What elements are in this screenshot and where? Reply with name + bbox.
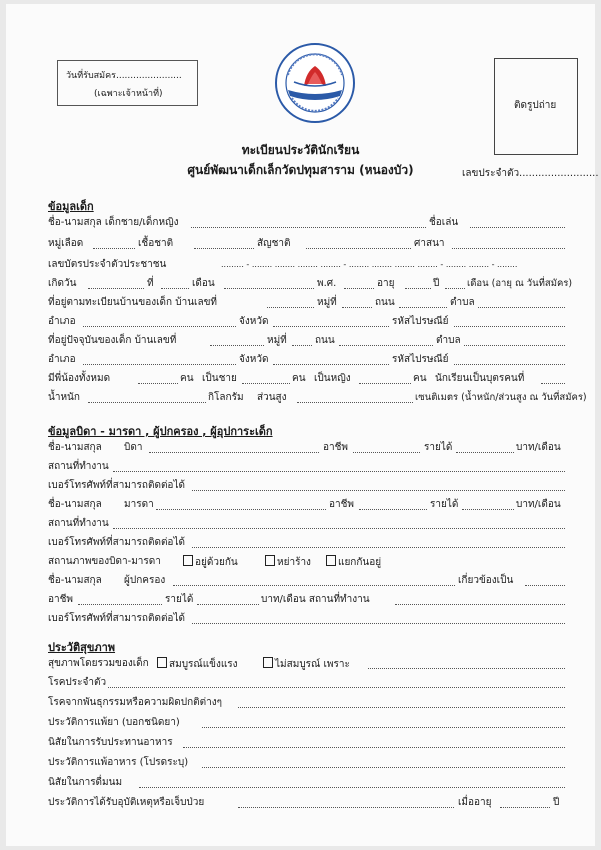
age-year-unit: ปี — [433, 278, 440, 289]
tambon-field[interactable] — [478, 307, 565, 308]
weight-field[interactable] — [88, 402, 206, 403]
together-checkbox[interactable] — [183, 555, 193, 566]
born-day-label: เกิดวัน — [48, 278, 77, 289]
eating-habit-field[interactable] — [183, 747, 565, 748]
drug-allergy-field[interactable] — [202, 727, 565, 728]
mother-phone-field[interactable] — [192, 547, 565, 548]
idcard-field[interactable]: ......... - ........ ........ ........ ........ - ........ ........ ........ ........ - ........ ........ - ........ — [221, 260, 518, 269]
nickname-field[interactable] — [470, 227, 565, 228]
cur-tambon-label: ตำบล — [436, 335, 461, 346]
amphoe-label: อำเภอ — [48, 316, 76, 327]
guardian-phone-field[interactable] — [192, 623, 565, 624]
cur-tambon-field[interactable] — [464, 345, 565, 346]
center-logo-seal — [274, 42, 356, 124]
mother-label: มารดา — [124, 499, 154, 510]
cur-postcode-label: รหัสไปรษณีย์ — [392, 354, 449, 365]
father-workplace-field[interactable] — [113, 471, 565, 472]
separated-label: แยกกันอยู่ — [338, 557, 382, 568]
child-name-label: ชื่อ-นามสกุล เด็กชาย/เด็กหญิง — [48, 217, 179, 228]
female-unit: คน — [413, 373, 427, 384]
province-label: จังหวัด — [239, 316, 269, 327]
road-label: ถนน — [375, 297, 395, 308]
cur-road-label: ถนน — [315, 335, 335, 346]
mother-name-label: ชื่อ-นามสกุล — [48, 499, 102, 510]
postcode-label: รหัสไปรษณีย์ — [392, 316, 449, 327]
current-address-label: ที่อยู่ปัจจุบันของเด็ก บ้านเลขที่ — [48, 335, 177, 346]
cur-postcode-field[interactable] — [454, 364, 565, 365]
father-name-label: ชื่อ-นามสกุล — [48, 442, 102, 453]
staff-only-note: (เฉพาะเจ้าหน้าที่) — [94, 89, 163, 99]
healthy-label: สมบูรณ์แข็งแรง — [169, 659, 238, 670]
divorced-checkbox[interactable] — [265, 555, 275, 566]
weight-label: น้ำหนัก — [48, 392, 80, 403]
year-field[interactable] — [344, 288, 374, 289]
accident-label: ประวัติการได้รับอุบัติเหตุหรือเจ็บป่วย — [48, 797, 205, 808]
disease-field[interactable] — [108, 687, 565, 688]
marital-status-label: สถานภาพของบิดา-มารดา — [48, 556, 161, 567]
religion-label: ศาสนา — [414, 238, 445, 249]
divorced-label: หย่าร้าง — [277, 557, 311, 568]
unhealthy-reason-field[interactable] — [368, 668, 565, 669]
guardian-baht-workplace-label: บาท/เดือน สถานที่ทำงาน — [261, 594, 370, 605]
mother-job-field[interactable] — [359, 509, 427, 510]
race-field[interactable] — [194, 248, 254, 249]
registered-address-label: ที่อยู่ตามทะเบียนบ้านของเด็ก บ้านเลขที่ — [48, 297, 218, 308]
religion-field[interactable] — [452, 248, 565, 249]
siblings-label: มีพี่น้องทั้งหมด — [48, 373, 111, 384]
month-label: เดือน — [192, 278, 215, 289]
height-field[interactable] — [297, 402, 413, 403]
kg-unit: กิโลกรัม — [208, 392, 244, 403]
mother-baht-unit: บาท/เดือน — [516, 499, 561, 510]
together-label: อยู่ด้วยกัน — [195, 557, 238, 568]
cur-house-no-field[interactable] — [210, 345, 264, 346]
date-field[interactable] — [161, 288, 189, 289]
unhealthy-checkbox[interactable] — [263, 657, 273, 668]
unhealthy-label: ไม่สมบูรณ์ เพราะ — [275, 659, 350, 670]
accident-year-unit: ปี — [553, 797, 560, 808]
male-count-label: เป็นชาย — [202, 373, 237, 384]
guardian-job-field[interactable] — [78, 604, 162, 605]
age-label: อายุ — [377, 278, 395, 289]
house-no-field[interactable] — [267, 307, 314, 308]
father-job-field[interactable] — [353, 452, 420, 453]
registration-form-page — [6, 4, 599, 846]
tambon-label: ตำบล — [450, 297, 475, 308]
siblings-unit: คน — [180, 373, 194, 384]
status-separated-option[interactable] — [326, 555, 381, 569]
father-baht-unit: บาท/เดือน — [516, 442, 561, 453]
child-section-heading: ข้อมูลเด็ก — [48, 200, 94, 213]
amphoe-field[interactable] — [83, 326, 236, 327]
guardian-workplace-field[interactable] — [395, 604, 565, 605]
guardian-label: ผู้ปกครอง — [124, 575, 166, 586]
mother-phone-label: เบอร์โทรศัพท์ที่สามารถติดต่อได้ — [48, 537, 185, 548]
student-id-label: เลขประจำตัว......................... — [462, 168, 599, 179]
cur-amphoe-label: อำเภอ — [48, 354, 76, 365]
age-month-unit: เดือน (อายุ ณ วันที่สมัคร) — [467, 278, 573, 289]
born-day-field[interactable] — [88, 288, 144, 289]
drug-allergy-label: ประวัติการแพ้ยา (บอกชนิดยา) — [48, 717, 180, 728]
mother-job-label: อาชีพ — [329, 499, 354, 510]
father-label: บิดา — [124, 442, 143, 453]
father-workplace-label: สถานที่ทำงาน — [48, 461, 109, 472]
food-allergy-label: ประวัติการแพ้อาหาร (โปรดระบุ) — [48, 757, 189, 768]
father-income-label: รายได้ — [424, 442, 453, 453]
milk-habit-field[interactable] — [139, 787, 565, 788]
race-label: เชื้อชาติ — [138, 238, 174, 249]
moo-field[interactable] — [342, 307, 372, 308]
female-count-field[interactable] — [359, 383, 411, 384]
blood-label: หมู่เลือด — [48, 238, 84, 249]
blood-field[interactable] — [93, 248, 135, 249]
accident-field[interactable] — [238, 807, 454, 808]
moo-label: หมู่ที่ — [317, 297, 337, 308]
eating-habit-label: นิสัยในการรับประทานอาหาร — [48, 737, 173, 748]
male-unit: คน — [292, 373, 306, 384]
accident-age-field[interactable] — [500, 807, 550, 808]
food-allergy-field[interactable] — [202, 767, 565, 768]
father-income-field[interactable] — [456, 452, 514, 453]
cm-unit: เซนติเมตร (น้ำหนัก/ส่วนสูง ณ วันที่สมัคร) — [415, 392, 587, 403]
photo-label: ติดรูปถ่าย — [514, 100, 557, 111]
child-name-field[interactable] — [191, 227, 426, 228]
mother-workplace-field[interactable] — [113, 528, 565, 529]
form-subtitle: ศูนย์พัฒนาเด็กเล็กวัดปทุมสาราม (หนองบัว) — [187, 163, 414, 177]
cur-province-field[interactable] — [273, 364, 389, 365]
guardian-job-label: อาชีพ — [48, 594, 73, 605]
status-divorced-option[interactable] — [265, 555, 311, 569]
female-count-label: เป็นหญิง — [314, 373, 351, 384]
parent-section-heading: ข้อมูลบิดา - มารดา , ผู้ปกครอง , ผู้อุปการะเด็ก — [48, 425, 273, 438]
road-field[interactable] — [399, 307, 447, 308]
guardian-name-label: ชื่อ-นามสกุล — [48, 575, 102, 586]
birth-order-field[interactable] — [541, 383, 565, 384]
form-title: ทะเบียนประวัตินักเรียน — [241, 143, 360, 157]
postcode-field[interactable] — [454, 326, 565, 327]
status-together-option[interactable] — [183, 555, 238, 569]
month-field[interactable] — [224, 288, 314, 289]
overall-health-label: สุขภาพโดยรวมของเด็ก — [48, 658, 149, 669]
healthy-checkbox[interactable] — [157, 657, 167, 668]
genetic-label: โรคจากพันธุกรรมหรือความผิดปกติต่างๆ — [48, 697, 222, 708]
relation-field[interactable] — [525, 585, 565, 586]
year-label: พ.ศ. — [317, 278, 337, 289]
province-field[interactable] — [273, 326, 389, 327]
cur-moo-field[interactable] — [292, 345, 312, 346]
disease-label: โรคประจำตัว — [48, 677, 107, 688]
guardian-income-field[interactable] — [197, 604, 259, 605]
cur-province-label: จังหวัด — [239, 354, 269, 365]
relation-label: เกี่ยวข้องเป็น — [458, 575, 514, 586]
date-label: ที่ — [147, 278, 154, 289]
cur-moo-label: หมู่ที่ — [267, 335, 287, 346]
age-month-field[interactable] — [445, 288, 465, 289]
separated-checkbox[interactable] — [326, 555, 336, 566]
nickname-label: ชื่อเล่น — [429, 217, 459, 228]
milk-habit-label: นิสัยในการดื่มนม — [48, 777, 123, 788]
mother-name-field[interactable] — [156, 509, 326, 510]
genetic-field[interactable] — [238, 707, 565, 708]
birth-order-label: นักเรียนเป็นบุตรคนที่ — [435, 373, 525, 384]
guardian-phone-label: เบอร์โทรศัพท์ที่สามารถติดต่อได้ — [48, 613, 185, 624]
age-year-field[interactable] — [405, 288, 431, 289]
cur-amphoe-field[interactable] — [83, 364, 236, 365]
mother-income-field[interactable] — [462, 509, 514, 510]
father-phone-label: เบอร์โทรศัพท์ที่สามารถติดต่อได้ — [48, 480, 185, 491]
receive-date-box — [57, 60, 198, 106]
nationality-label: สัญชาติ — [257, 238, 291, 249]
nationality-field[interactable] — [306, 248, 411, 249]
siblings-field[interactable] — [138, 383, 178, 384]
receive-date-label: วันที่รับสมัคร....................... — [66, 71, 182, 81]
accident-age-label: เมื่ออายุ — [458, 797, 492, 808]
healthy-option[interactable] — [157, 657, 238, 671]
health-section-heading: ประวัติสุขภาพ — [48, 641, 116, 654]
mother-workplace-label: สถานที่ทำงาน — [48, 518, 109, 529]
father-name-field[interactable] — [149, 452, 319, 453]
guardian-name-field[interactable] — [173, 585, 455, 586]
father-job-label: อาชีพ — [323, 442, 348, 453]
unhealthy-option[interactable] — [263, 657, 350, 671]
cur-road-field[interactable] — [339, 345, 433, 346]
mother-income-label: รายได้ — [430, 499, 459, 510]
father-phone-field[interactable] — [192, 490, 565, 491]
height-label: ส่วนสูง — [257, 392, 287, 403]
idcard-label: เลขบัตรประจำตัวประชาชน — [48, 259, 167, 270]
guardian-income-label: รายได้ — [165, 594, 194, 605]
male-count-field[interactable] — [242, 383, 290, 384]
